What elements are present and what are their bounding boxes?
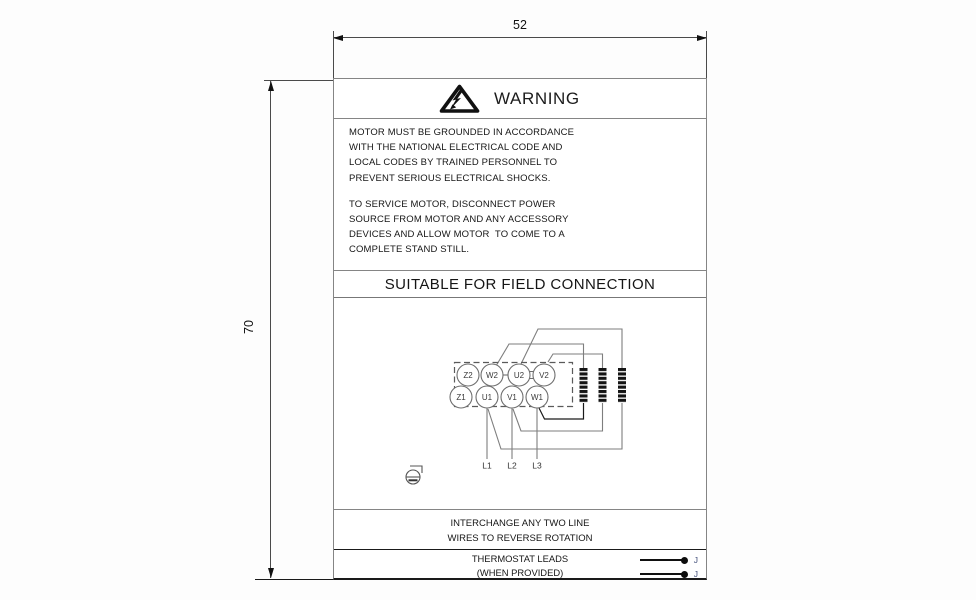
wire-u1-coil3	[488, 403, 622, 449]
thermostat-line2: (WHEN PROVIDED)	[476, 567, 564, 578]
interchange-line2: WIRES TO REVERSE ROTATION	[447, 533, 593, 545]
field-connection-band	[334, 270, 706, 298]
wiring-diagram-band	[334, 298, 706, 509]
thermostat-lead-2	[640, 570, 698, 578]
dimension-arrow-left-icon	[333, 35, 343, 41]
safety-text-band	[334, 118, 706, 270]
wire-v2-coil2	[548, 354, 603, 368]
field-connection-title: SUITABLE FOR FIELD CONNECTION	[384, 276, 656, 293]
earth-ground-icon	[406, 466, 422, 484]
text-line: DEVICES AND ALLOW MOTOR TO COME TO A	[349, 229, 565, 241]
dimension-arrow-up-icon	[268, 81, 274, 91]
terminal-w2-label: W2	[486, 370, 498, 380]
terminal-u1-label: U1	[481, 392, 493, 402]
winding-coil-3	[618, 368, 626, 403]
extension-line-left	[333, 31, 334, 79]
text-line: MOTOR MUST BE GROUNDED IN ACCORDANCE	[349, 127, 575, 138]
line-l1-label: L1	[482, 460, 492, 471]
thermostat-band	[334, 549, 706, 581]
lead-label: J	[693, 555, 698, 565]
terminal-z2-label: Z2	[463, 370, 473, 380]
lead-label: J	[693, 569, 698, 579]
width-dimension-value: 52	[513, 18, 527, 32]
terminal-w1-label: W1	[531, 392, 543, 402]
grounding-paragraph	[349, 125, 692, 186]
text-line: TO SERVICE MOTOR, DISCONNECT POWER	[349, 198, 556, 210]
terminal-v2-label: V2	[539, 370, 549, 380]
lead-wire	[640, 559, 682, 560]
motor-warning-label	[333, 78, 707, 580]
high-voltage-triangle-icon	[439, 83, 480, 114]
text-line: SOURCE FROM MOTOR AND ANY ACCESSORY	[349, 214, 569, 226]
lead-dot-icon	[681, 571, 688, 578]
lead-wire	[640, 573, 682, 574]
winding-coil-1	[580, 368, 588, 403]
extension-line-bottom	[255, 579, 333, 581]
extension-line-top	[264, 80, 333, 81]
text-line: LOCAL CODES BY TRAINED PERSONNEL TO	[349, 157, 558, 169]
interchange-band	[334, 509, 706, 549]
line-l2-label: L2	[507, 460, 517, 471]
dimension-arrow-down-icon	[268, 568, 274, 578]
terminal-u2-label: U2	[513, 370, 525, 380]
text-line: WITH THE NATIONAL ELECTRICAL CODE AND	[349, 142, 563, 154]
text-line: PREVENT SERIOUS ELECTRICAL SHOCKS.	[349, 172, 551, 184]
width-dimension-line	[333, 37, 707, 38]
wire-v1-coil2	[513, 403, 603, 431]
interchange-line1: INTERCHANGE ANY TWO LINE	[450, 518, 590, 529]
thermostat-lead-1	[640, 556, 698, 564]
height-dimension-line	[270, 81, 271, 578]
wire-w1-coil1	[539, 403, 584, 419]
terminal-wiring-diagram	[334, 298, 708, 509]
text-line: COMPLETE STAND STILL.	[349, 244, 470, 256]
service-paragraph	[349, 197, 692, 258]
thermostat-line1: THERMOSTAT LEADS	[471, 553, 569, 564]
height-dimension-value: 70	[242, 320, 256, 334]
extension-line-right	[706, 31, 707, 79]
line-l3-label: L3	[532, 460, 542, 471]
warning-title: WARNING	[494, 88, 580, 108]
terminal-v1-label: V1	[507, 392, 517, 402]
winding-coil-2	[599, 368, 607, 403]
terminal-z1-label: Z1	[456, 392, 466, 402]
warning-header-band	[334, 79, 706, 118]
lead-dot-icon	[681, 557, 688, 564]
